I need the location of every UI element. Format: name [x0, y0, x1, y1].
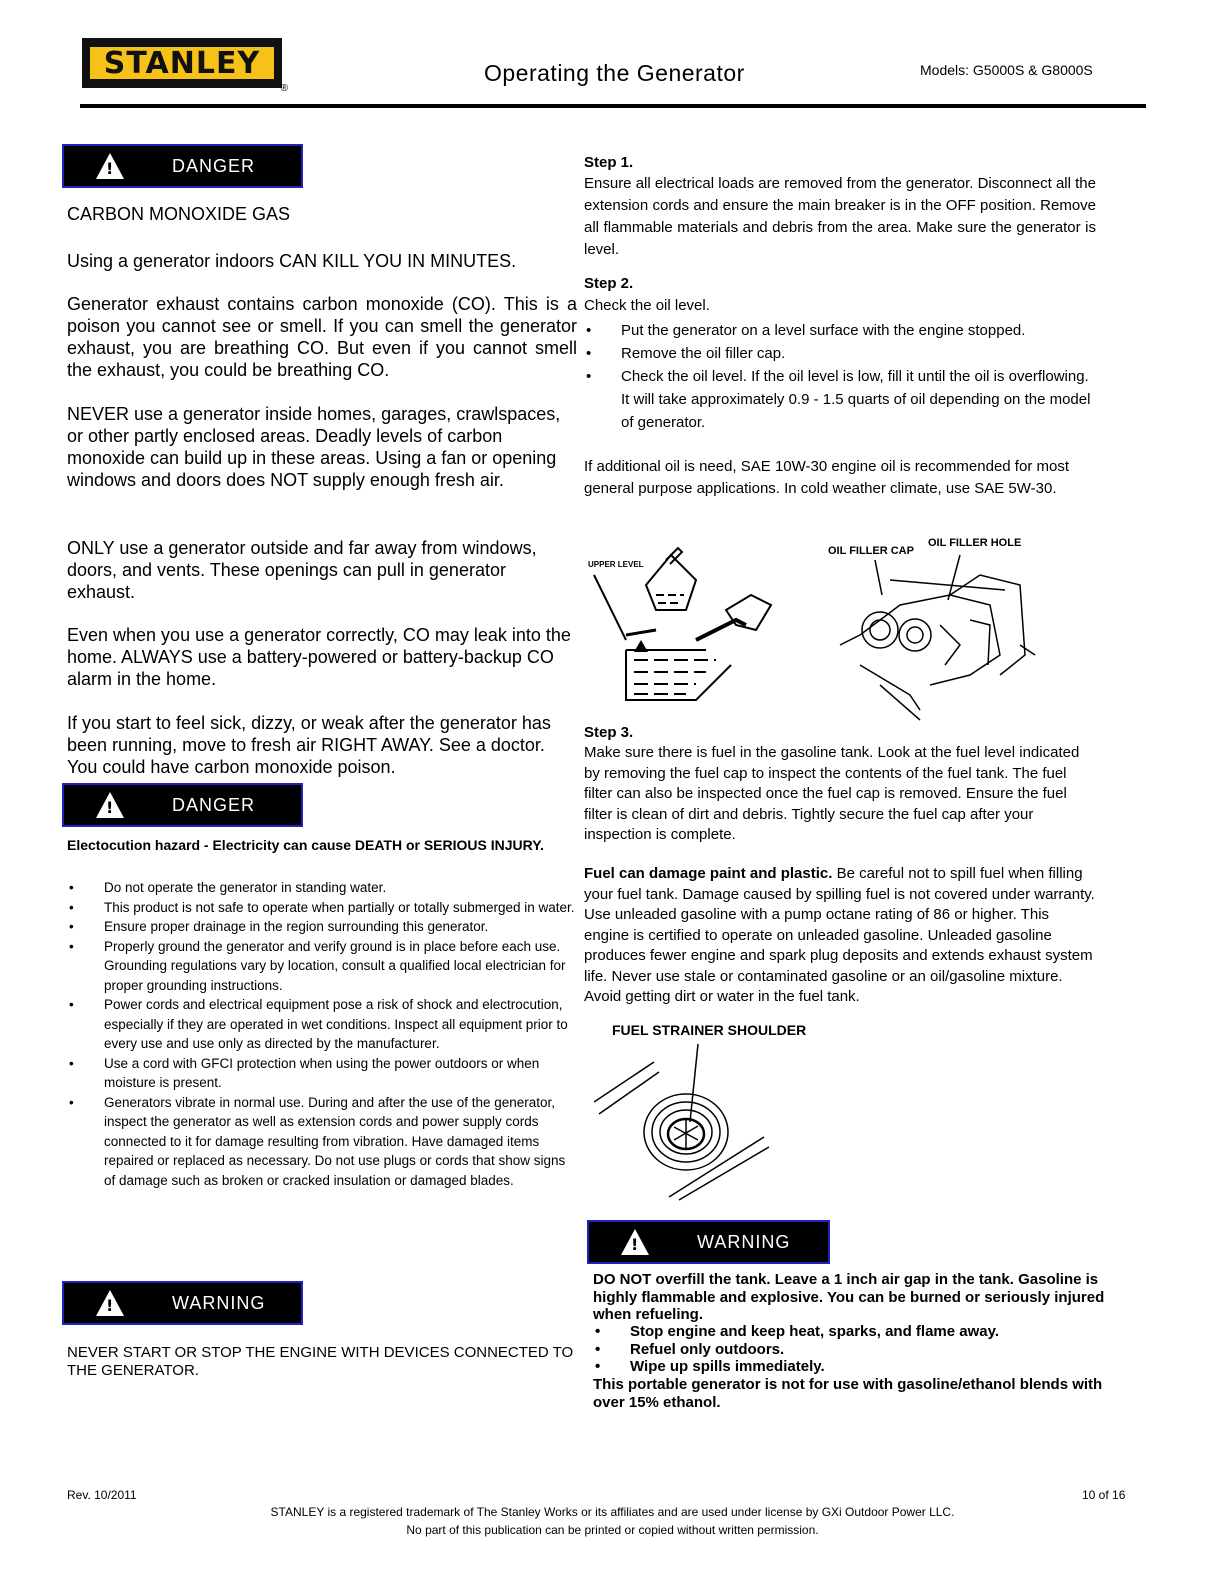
- fuel-paragraph: [584, 864, 1096, 1008]
- logo-text: STANLEY: [90, 47, 274, 79]
- step3-title: Step 3.: [584, 724, 634, 741]
- fuel-strainer-figure: [594, 1022, 824, 1202]
- co-paragraph-2: Generator exhaust contains carbon monoxide (CO). This is a poison you cannot see or smell. If you can smell the generator exhaust, you are breathing CO. But even if you cannot smell the exhaust, you could be breathing CO.: [67, 294, 577, 380]
- co-paragraph-4: ONLY use a generator outside and far away from windows, doors, and vents. These openings can pull in generator exhaust.: [67, 538, 537, 602]
- danger-label: DANGER: [172, 794, 256, 815]
- warning-triangle-icon: !: [621, 1229, 649, 1255]
- revision-label: Rev. 10/2011: [67, 1488, 137, 1502]
- warning-triangle-icon: !: [96, 153, 124, 179]
- co-heading: CARBON MONOXIDE GAS: [67, 204, 291, 224]
- list-item: • This product is not safe to operate when partially or totally submerged in water.: [67, 898, 577, 918]
- co-paragraph-1: Using a generator indoors CAN KILL YOU IN MINUTES.: [67, 251, 517, 271]
- list-item: • Do not operate the generator in standing water.: [67, 878, 577, 898]
- oil-filler-hole-label: OIL FILLER HOLE: [928, 537, 1022, 549]
- warning-triangle-icon: !: [96, 792, 124, 818]
- fuel-text: Be careful not to spill fuel when filling your fuel tank. Damage caused by spilling fuel is not covered under warranty. Use unleaded gasoline with a pump octane rating of 86 or higher. This engine is certified to operate on unleaded gasoline. Unleaded gasoline produces fewer engine and spark plug deposits and extends exhaust system life. Never use stale or contaminated gasoline or an oil/gasoline mixture. Avoid getting dirt or water in the fuel tank.: [584, 865, 1095, 1005]
- list-item: • Ensure proper drainage in the region surrounding this generator.: [67, 917, 577, 937]
- warning-fuel-tail: This portable generator is not for use with gasoline/ethanol blends with over 15% ethanol.: [593, 1376, 1103, 1411]
- warning-fuel-list: [593, 1323, 1105, 1376]
- page-number: 10 of 16: [1082, 1488, 1126, 1502]
- upper-level-label: UPPER LEVEL: [588, 560, 644, 569]
- header-rule: [80, 104, 1146, 108]
- fuel-strainer-label: FUEL STRAINER SHOULDER: [612, 1022, 807, 1038]
- step2-intro: Check the oil level.: [584, 297, 710, 314]
- co-paragraph-6: If you start to feel sick, dizzy, or weak after the generator has been running, move to fresh air RIGHT AWAY. See a doctor. You could have carbon monoxide poison.: [67, 713, 551, 777]
- step2-title: Step 2.: [584, 275, 634, 292]
- list-item: • Wipe up spills immediately.: [593, 1358, 1105, 1376]
- oil-filler-figure: [820, 535, 1040, 725]
- electrocution-list: [67, 878, 577, 1190]
- list-item: • Remove the oil filler cap.: [584, 342, 1096, 365]
- list-item: • Properly ground the generator and verify ground is in place before each use. Grounding regulations vary by location, consult a qualified local electrician for proper grounding instructions.: [67, 937, 577, 996]
- oil-note: If additional oil is need, SAE 10W-30 engine oil is recommended for most general purpose applications. In cold weather climate, use SAE 5W-30.: [584, 458, 1069, 497]
- models-label: Models: G5000S & G8000S: [920, 62, 1093, 78]
- list-item: • Refuel only outdoors.: [593, 1341, 1105, 1359]
- co-paragraph-5: Even when you use a generator correctly, CO may leak into the home. ALWAYS use a battery-powered or battery-backup CO alarm in the home.: [67, 625, 571, 689]
- footer-copyright: No part of this publication can be printed or copied without written permission.: [406, 1523, 819, 1537]
- fuel-strainer-illustration: [594, 1022, 824, 1202]
- list-item: • Generators vibrate in normal use. During and after the use of the generator, inspect the generator as well as extension cords and power supply cords connected to it for damage resulting from vibration. Have damaged items repaired or replaced as necessary. Do not use plugs or cords that show signs of damage such as broken or cracked insulation or damaged blades.: [67, 1093, 577, 1191]
- danger-banner-electrocution: [62, 783, 303, 827]
- oil-level-figure: [586, 540, 776, 710]
- list-item: • Stop engine and keep heat, sparks, and flame away.: [593, 1323, 1105, 1341]
- co-paragraph-3: NEVER use a generator inside homes, garages, crawlspaces, or other partly enclosed areas. Deadly levels of carbon monoxide can build up in these areas. Using a fan or opening windows and doors does NOT supply enough fresh air.: [67, 404, 561, 490]
- stanley-logo: [82, 38, 288, 94]
- step1-text: Ensure all electrical loads are removed from the generator. Disconnect all the extension cords and ensure the main breaker is in the OFF position. Remove all flammable materials and debris from the area. Make sure the generator is level.: [584, 175, 1096, 258]
- registered-mark: ®: [280, 83, 288, 94]
- step3-text: Make sure there is fuel in the gasoline tank. Look at the fuel level indicated by removing the fuel cap to inspect the contents of the fuel tank. The fuel filter can also be inspected once the fuel cap is removed. Ensure the fuel filter is clean of dirt and debris. Tightly secure the fuel cap after your inspection is complete.: [584, 744, 1080, 843]
- fuel-bold-lead: Fuel can damage paint and plastic.: [584, 865, 833, 882]
- list-item: • Check the oil level. If the oil level is low, fill it until the oil is overflowing. It will take approximately 0.9 - 1.5 quarts of oil depending on the model of generator.: [584, 365, 1096, 434]
- list-item: • Put the generator on a level surface with the engine stopped.: [584, 319, 1096, 342]
- danger-label: DANGER: [172, 155, 256, 176]
- list-item: • Power cords and electrical equipment pose a risk of shock and electrocution, especially if they are operated in wet conditions. Inspect all equipment prior to every use and use only as directed by the manufacturer.: [67, 995, 577, 1054]
- list-item: • Use a cord with GFCI protection when using the power outdoors or when moisture is present.: [67, 1054, 577, 1093]
- warning-banner-devices: [62, 1281, 303, 1325]
- oil-filler-illustration: [820, 535, 1040, 725]
- warning-triangle-icon: !: [96, 1290, 124, 1316]
- page-title: Operating the Generator: [484, 60, 745, 86]
- warning-banner-fuel: [587, 1220, 830, 1264]
- warning-fuel-text: DO NOT overfill the tank. Leave a 1 inch air gap in the tank. Gasoline is highly flammable and explosive. You can be burned or seriously injured when refueling.: [593, 1271, 1105, 1323]
- footer-trademark: STANLEY is a registered trademark of The Stanley Works or its affiliates and are used under license by GXi Outdoor Power LLC.: [270, 1505, 955, 1519]
- danger-banner-co: [62, 144, 303, 188]
- warning-label: WARNING: [697, 1231, 791, 1252]
- step2-list: [584, 319, 1096, 434]
- warning-label: WARNING: [172, 1292, 266, 1313]
- step1-title: Step 1.: [584, 154, 634, 171]
- oil-filler-cap-label: OIL FILLER CAP: [828, 545, 914, 557]
- warning-devices-text: NEVER START OR STOP THE ENGINE WITH DEVICES CONNECTED TO THE GENERATOR.: [67, 1344, 574, 1379]
- electrocution-heading: Electocution hazard - Electricity can cause DEATH or SERIOUS INJURY.: [67, 837, 544, 853]
